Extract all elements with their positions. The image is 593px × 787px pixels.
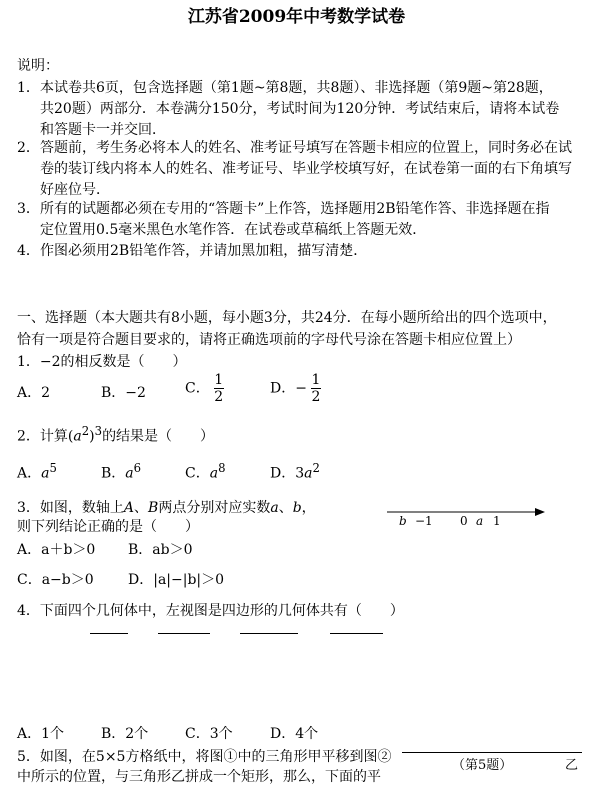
option-a[interactable]: A．a＋b＞0 <box>17 542 96 558</box>
note-line: 好座位号． <box>40 182 110 198</box>
question-4-stem: 4．下面四个几何体中，左视图是四边形的几何体共有（ ） <box>17 603 404 619</box>
option-d[interactable] <box>270 372 321 405</box>
option-label: C． <box>185 465 210 482</box>
stem-text: ， <box>301 500 316 516</box>
note-text <box>40 241 367 262</box>
note-line: 共20题）两部分．本卷满分150分，考试时间为120分钟．考试结束后，请将本试卷 <box>40 101 560 117</box>
note-number: 4． <box>17 243 40 259</box>
notes-heading: 说明： <box>17 58 59 74</box>
option-c[interactable] <box>185 461 226 483</box>
note-line: 定位置用0.5毫米黑色水笔作答．在试卷或草稿纸上答题无效． <box>40 222 427 238</box>
option-label: D．3 <box>270 465 305 482</box>
figure-top-border <box>402 752 582 753</box>
number-line-label-one: 1 <box>493 514 501 528</box>
number-line-label-b: b <box>399 514 407 528</box>
question-4-options <box>17 723 577 745</box>
option-label: C． <box>185 380 210 397</box>
section-line: 一、选择题（本大题共有8小题，每小题3分，共24分．在每小题所给出的四个选项中， <box>17 310 557 326</box>
option-d[interactable]: D．|a|−|b|＞0 <box>128 572 225 588</box>
figure-underline <box>240 633 298 634</box>
option-d[interactable] <box>270 461 320 483</box>
question-3-stem-line-1 <box>17 497 316 517</box>
variable: a <box>209 465 219 482</box>
note-text <box>40 78 559 141</box>
stem-text: 、 <box>134 500 149 516</box>
note-line: 和答题卡一并交回． <box>40 122 166 138</box>
note-line: 作图必须用2B铅笔作答，并请加黑加粗，描写清楚． <box>40 243 368 259</box>
option-label: D．− <box>270 380 307 397</box>
stem-text: 3．如图，数轴上 <box>17 500 124 516</box>
exponent: 3 <box>94 424 103 438</box>
stem-text: 的结果是（ ） <box>102 428 215 445</box>
option-d[interactable]: D．4个 <box>270 726 319 742</box>
number-line-figure <box>385 500 550 540</box>
question-3-options-row-1 <box>17 539 577 561</box>
note-line: 卷的装订线内将本人的姓名、准考证号、毕业学校填写好，在试卷第一面的右下角填写 <box>40 161 572 177</box>
point-label: B <box>148 500 159 516</box>
exponent: 2 <box>81 424 90 438</box>
exponent: 8 <box>218 461 226 475</box>
note-line: 答题前，考生务必将本人的姓名、准考证号填写在答题卡相应的位置上，同时务必在试 <box>40 140 572 156</box>
number-line-label-minus-one: −1 <box>415 514 433 528</box>
denominator: 2 <box>214 389 224 405</box>
option-b[interactable] <box>101 461 141 483</box>
variable: a <box>304 465 313 482</box>
question-3-stem-line-2: 则下列结论正确的是（ ） <box>17 519 199 535</box>
option-c[interactable]: C．a−b＞0 <box>17 572 94 588</box>
question-3-options-row-2 <box>17 569 577 591</box>
section-heading <box>17 307 557 351</box>
numerator: 1 <box>311 372 321 388</box>
option-a[interactable] <box>17 461 57 483</box>
exponent: 6 <box>133 461 142 475</box>
option-b[interactable]: B．ab＞0 <box>128 542 193 558</box>
note-line: 本试卷共6页，包含选择题（第1题~第8题，共8题）、非选择题（第9题~第28题， <box>40 80 553 96</box>
stem-text: 、 <box>278 500 293 516</box>
option-label: A． <box>17 465 42 482</box>
question-5-stem-line-1: 5．如图，在5×5方格纸中，将图①中的三角形甲平移到图② <box>17 749 392 765</box>
point-label: A <box>123 500 135 516</box>
question-2-options <box>17 461 577 483</box>
variable: a <box>125 465 134 482</box>
exponent: 2 <box>312 461 320 475</box>
denominator: 2 <box>311 389 321 405</box>
stem-text: 两点分别对应实数 <box>158 500 271 516</box>
option-label: B． <box>101 465 126 482</box>
figure-mark: 乙 <box>565 758 579 773</box>
numerator: 1 <box>214 372 224 388</box>
note-number: 1． <box>17 80 40 96</box>
figure-underline <box>90 633 128 634</box>
question-1-stem: 1．−2的相反数是（ ） <box>17 354 187 370</box>
variable: a <box>41 465 50 482</box>
note-number: 3． <box>17 201 40 217</box>
question-1-options <box>17 372 577 412</box>
page-title: 江苏省2009年中考数学试卷 <box>187 7 406 27</box>
variable: a <box>270 500 279 516</box>
option-b[interactable]: B．−2 <box>101 385 146 401</box>
question-2-stem: 2．计算$(a^2)^3$的结果是（ ） <box>17 424 215 445</box>
fraction <box>214 372 224 405</box>
variable: b <box>292 500 302 516</box>
option-b[interactable]: B．2个 <box>101 726 149 742</box>
section-line: 恰有一项是符合题目要求的，请将正确选项前的字母代号涂在答题卡相应位置上） <box>17 332 521 348</box>
figure-underline <box>158 633 210 634</box>
note-number: 2． <box>17 140 40 156</box>
fraction <box>311 372 321 405</box>
note-line: 所有的试题都必须在专用的“答题卡”上作答，选择题用2B铅笔作答、非选择题在指 <box>40 201 550 217</box>
number-line-label-zero: 0 <box>460 514 468 528</box>
variable: a <box>73 428 82 445</box>
figure-underline <box>330 633 383 634</box>
question-5-stem-line-2: 中所示的位置，与三角形乙拼成一个矩形，那么，下面的平 <box>17 769 381 785</box>
option-a[interactable]: A．2 <box>17 385 51 401</box>
note-text <box>40 199 550 241</box>
exponent: 5 <box>49 461 57 475</box>
option-a[interactable]: A．1个 <box>17 726 65 742</box>
stem-text: 2．计算 <box>17 428 68 445</box>
option-c[interactable]: C．3个 <box>185 726 233 742</box>
number-line-label-a: a <box>476 514 484 528</box>
note-text <box>40 138 572 201</box>
option-c[interactable] <box>185 372 224 405</box>
figure-caption: （第5题） <box>452 758 513 773</box>
